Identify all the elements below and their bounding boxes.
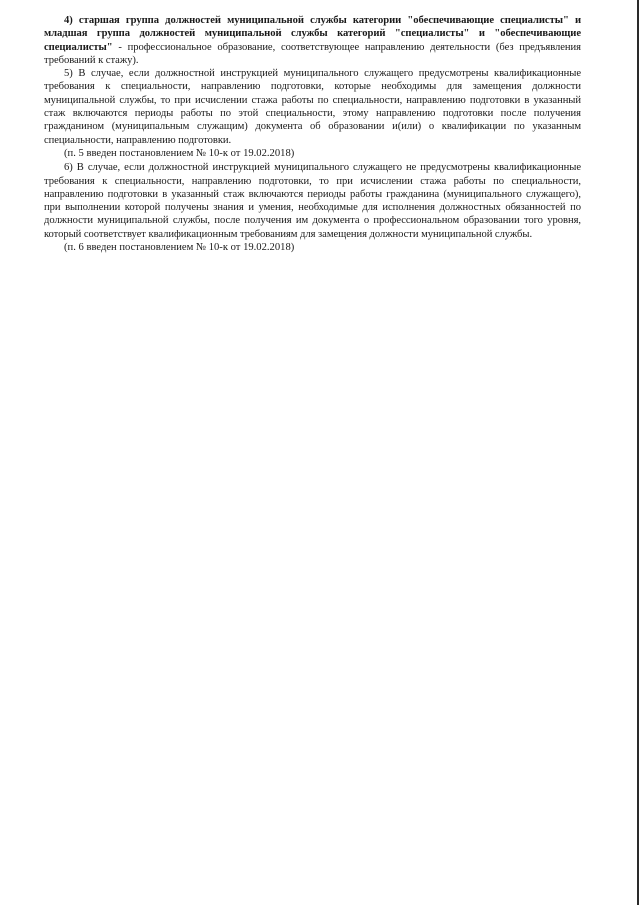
amendment-note-item-6: (п. 6 введен постановлением № 10-к от 19.02.2018) [64, 242, 295, 254]
amendment-note-item-5: (п. 5 введен постановлением № 10-к от 19.02.2018) [64, 147, 295, 159]
paragraph-item-4-bold: 4) старшая группа должностей муниципальной службы категории "обеспечивающие специалисты" и младшая группа должностей муниципальной службы категорий "специалисты" и "обеспечивающие специалисты" [44, 15, 581, 53]
paragraph-item-4 [44, 14, 581, 67]
paragraph-item-5: 5) В случае, если должностной инструкцией муниципального служащего предусмотрены квалификационные требования к специальности, направлению подготовки, которые необходимы для замещения должности муниципальной службы, то при исчислении стажа работы по специальности, направлению подготовки в указанный стаж включаются периоды работы по этой специальности, этому направлению подготовки после получения гражданином (муниципальным служащим) документа об образовании и(или) о квалификации по указанным специальности, направлению подготовки. [44, 68, 581, 146]
paragraph-item-4-text: - профессиональное образование, соответствующее направлению деятельности (без предъявления требований к стажу). [44, 41, 581, 66]
paragraph-item-6: 6) В случае, если должностной инструкцией муниципального служащего не предусмотрены квалификационные требования к специальности, направлению подготовки, то при исчислении стажа работы по специальности, направлению подготовки в указанный стаж включаются периоды работы гражданина (муниципального служащего), при выполнении которой получены знания и умения, необходимые для исполнения должностных обязанностей по должности муниципальной службы, после получения им документа о профессиональном образовании того уровня, который соответствует квалификационным требованиям для замещения должности муниципальной службы. [44, 162, 581, 240]
